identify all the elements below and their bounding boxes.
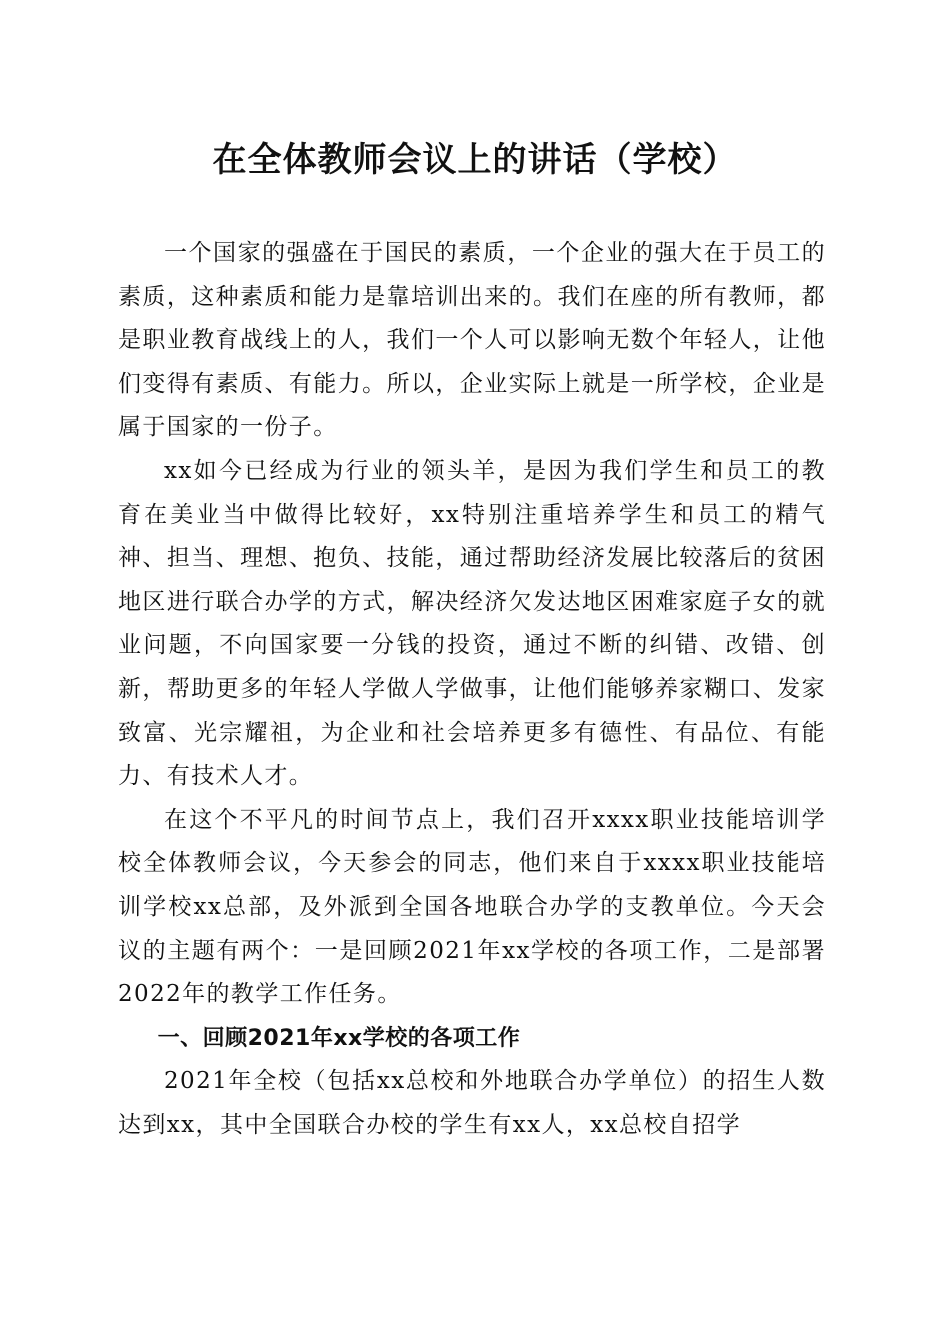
document-body — [118, 232, 826, 1147]
document-title: 在全体教师会议上的讲话（学校） — [212, 140, 738, 180]
paragraph-3: 在这个不平凡的时间节点上，我们召开xxxx职业技能培训学校全体教师会议，今天参会的同志，他们来自于xxxx职业技能培训学校xx总部，及外派到全国各地联合办学的支教单位。今天会议的主题有两个：一是回顾2021年xx学校的各项工作，二是部署2022年的教学工作任务。 — [118, 806, 826, 1008]
paragraph-4: 2021年全校（包括xx总校和外地联合办学单位）的招生人数达到xx，其中全国联合办校的学生有xx人，xx总校自招学 — [118, 1068, 826, 1138]
section-heading: 一、回顾2021年xx学校的各项工作 — [157, 1025, 521, 1051]
paragraph-2: xx如今已经成为行业的领头羊，是因为我们学生和员工的教育在美业当中做得比较好，xx特别注重培养学生和员工的精气神、担当、理想、抱负、技能，通过帮助经济发展比较落后的贫困地区进行联合办学的方式，解决经济欠发达地区困难家庭子女的就业问题，不向国家要一分钱的投资，通过不断的纠错、改错、创新，帮助更多的年轻人学做人学做事，让他们能够养家糊口、发家致富、光宗耀祖，为企业和社会培养更多有德性、有品位、有能力、有技术人才。 — [118, 457, 826, 790]
paragraph-1: 一个国家的强盛在于国民的素质，一个企业的强大在于员工的素质，这种素质和能力是靠培训出来的。我们在座的所有教师，都是职业教育战线上的人，我们一个人可以影响无数个年轻人，让他们变得有素质、有能力。所以，企业实际上就是一所学校，企业是属于国家的一份子。 — [118, 240, 826, 441]
